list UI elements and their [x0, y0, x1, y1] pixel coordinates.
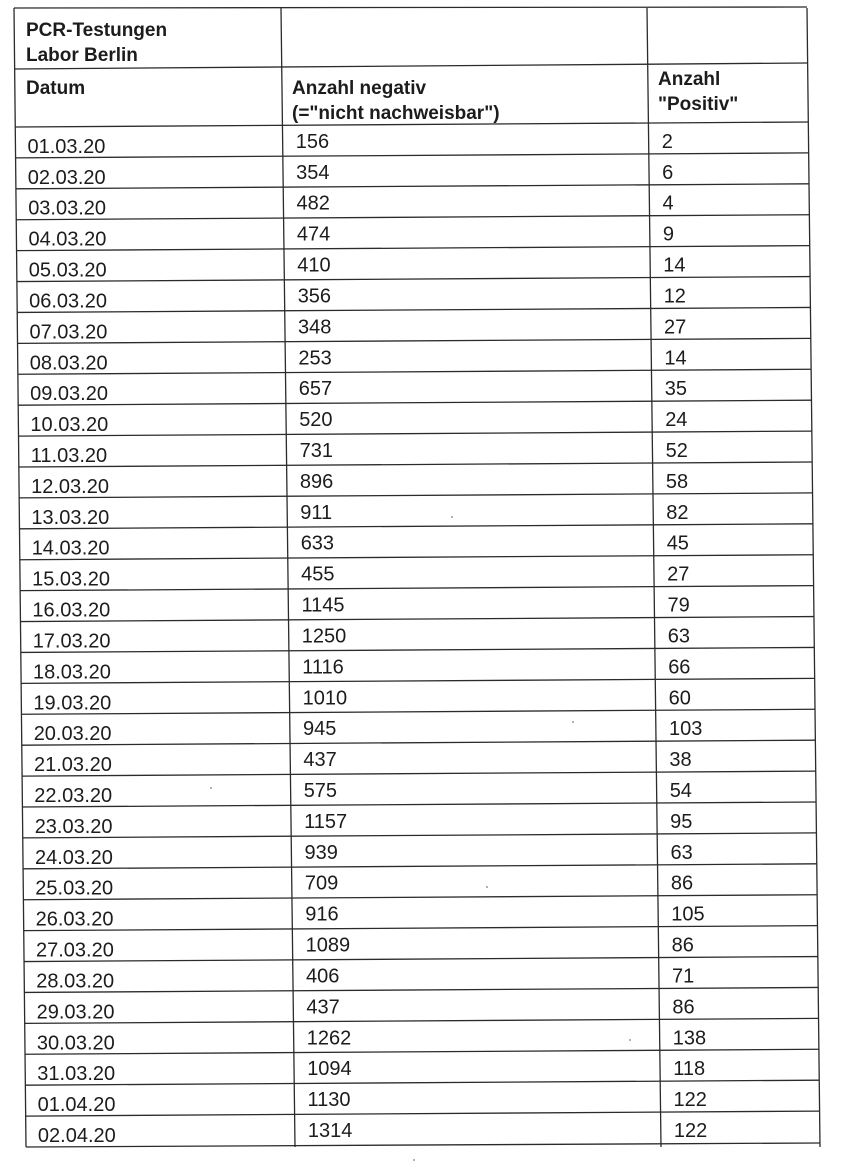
cell-positiv: 82: [666, 501, 689, 524]
cell-datum: 01.04.20: [37, 1094, 116, 1117]
scan-speck: [629, 1039, 631, 1041]
header-positiv-line-1: Anzahl: [658, 69, 721, 90]
cell-negativ: 356: [297, 285, 332, 308]
cell-negativ: 1089: [305, 934, 351, 957]
cell-datum: 24.03.20: [35, 846, 113, 869]
cell-negativ: 575: [303, 780, 338, 802]
cell-negativ: 354: [296, 161, 330, 184]
cell-positiv: 63: [667, 625, 691, 648]
cell-datum: 20.03.20: [33, 723, 112, 746]
header-negativ-line-2: (="nicht nachweisbar"): [292, 103, 500, 124]
cell-positiv: 86: [672, 996, 695, 1019]
cell-datum: 14.03.20: [31, 537, 110, 560]
cell-negativ: 437: [306, 996, 340, 1019]
cell-datum: 12.03.20: [31, 475, 109, 498]
cell-positiv: 118: [673, 1058, 706, 1081]
cell-positiv: 71: [672, 965, 695, 988]
cell-datum: 01.03.20: [27, 135, 106, 158]
cell-datum: 28.03.20: [36, 970, 115, 993]
cell-negativ: 916: [305, 903, 339, 926]
scan-speck: [451, 516, 453, 518]
header-negativ-line-1: Anzahl negativ: [292, 78, 427, 99]
cell-positiv: 105: [671, 903, 705, 926]
cell-negativ: 1262: [306, 1027, 352, 1050]
cell-datum: 16.03.20: [32, 599, 111, 622]
cell-positiv: 58: [665, 470, 689, 493]
cell-positiv: 38: [669, 749, 692, 772]
scan-speck: [486, 886, 488, 888]
cell-datum: 08.03.20: [29, 352, 108, 375]
cell-negativ: 709: [304, 872, 339, 895]
cell-positiv: 14: [664, 347, 687, 370]
cell-positiv: 27: [667, 563, 690, 586]
cell-negativ: 657: [298, 378, 333, 401]
cell-datum: 29.03.20: [36, 1001, 115, 1024]
cell-positiv: 9: [662, 223, 675, 246]
cell-positiv: 45: [666, 532, 689, 555]
cell-positiv: 54: [669, 780, 692, 802]
scan-speck: [413, 1159, 415, 1161]
cell-negativ: 455: [301, 563, 335, 586]
cell-negativ: 410: [297, 254, 331, 277]
cell-positiv: 35: [664, 378, 688, 401]
cell-negativ: 437: [303, 749, 337, 772]
cell-datum: 03.03.20: [28, 197, 107, 220]
cell-negativ: 156: [295, 130, 330, 153]
header-positiv-line-2: "Positiv": [658, 94, 739, 115]
cell-positiv: 2: [661, 130, 673, 153]
cell-positiv: 66: [668, 656, 691, 679]
cell-datum: 02.03.20: [27, 166, 106, 189]
cell-datum: 11.03.20: [30, 445, 108, 467]
cell-negativ: 896: [299, 470, 334, 493]
cell-negativ: 731: [299, 440, 333, 462]
cell-datum: 17.03.20: [32, 630, 111, 653]
table-title-line-2: Labor Berlin: [26, 45, 138, 66]
cell-datum: 10.03.20: [30, 414, 109, 437]
cell-negativ: 482: [296, 192, 330, 215]
header-datum: Datum: [26, 78, 86, 99]
cell-negativ: 1010: [302, 687, 348, 710]
cell-positiv: 6: [662, 161, 674, 184]
cell-positiv: 14: [663, 254, 686, 277]
cell-negativ: 406: [306, 965, 340, 988]
table-title-line-1: PCR-Testungen: [26, 20, 168, 41]
cell-negativ: 1130: [307, 1089, 351, 1112]
cell-negativ: 1314: [307, 1120, 353, 1142]
cell-positiv: 27: [664, 316, 687, 339]
cell-positiv: 60: [668, 687, 691, 710]
cell-positiv: 122: [673, 1089, 707, 1112]
cell-positiv: 86: [670, 872, 694, 895]
cell-negativ: 1157: [304, 810, 348, 833]
cell-negativ: 633: [300, 532, 335, 555]
cell-datum: 19.03.20: [33, 692, 112, 715]
cell-datum: 09.03.20: [30, 383, 108, 406]
cell-datum: 04.03.20: [28, 228, 107, 251]
cell-negativ: 520: [299, 409, 333, 432]
cell-negativ: 474: [296, 223, 331, 246]
cell-positiv: 95: [670, 810, 693, 833]
cell-positiv: 4: [662, 192, 674, 215]
cell-negativ: 945: [303, 718, 337, 741]
scan-speck: [210, 787, 212, 789]
cell-positiv: 63: [670, 841, 693, 864]
scan-speck: [572, 721, 574, 723]
cell-negativ: 1116: [302, 656, 344, 679]
cell-datum: 26.03.20: [35, 908, 114, 931]
cell-datum: 18.03.20: [33, 661, 111, 684]
cell-positiv: 79: [667, 594, 690, 617]
cell-positiv: 52: [665, 440, 688, 462]
cell-negativ: 348: [298, 316, 332, 339]
cell-positiv: 12: [663, 285, 686, 308]
cell-datum: 21.03.20: [34, 754, 112, 777]
cell-datum: 07.03.20: [29, 321, 108, 344]
cell-datum: 15.03.20: [32, 568, 110, 591]
cell-positiv: 24: [665, 409, 688, 432]
cell-negativ: 253: [298, 347, 332, 370]
cell-datum: 22.03.20: [34, 785, 113, 807]
cell-datum: 06.03.20: [29, 290, 107, 313]
cell-negativ: 911: [300, 501, 333, 524]
cell-negativ: 1250: [301, 625, 347, 648]
cell-datum: 05.03.20: [28, 259, 107, 282]
cell-negativ: 1094: [307, 1058, 352, 1081]
cell-negativ: 1145: [301, 594, 345, 617]
cell-datum: 25.03.20: [35, 877, 114, 900]
cell-datum: 13.03.20: [31, 506, 110, 529]
cell-negativ: 939: [304, 841, 338, 864]
cell-datum: 30.03.20: [36, 1032, 115, 1055]
cell-datum: 02.04.20: [37, 1125, 116, 1147]
cell-positiv: 122: [673, 1120, 708, 1142]
cell-datum: 27.03.20: [36, 939, 114, 962]
cell-datum: 23.03.20: [34, 815, 113, 838]
cell-datum: 31.03.20: [37, 1063, 116, 1086]
cell-positiv: 138: [672, 1027, 707, 1050]
cell-positiv: 103: [669, 718, 703, 741]
cell-positiv: 86: [671, 934, 694, 957]
